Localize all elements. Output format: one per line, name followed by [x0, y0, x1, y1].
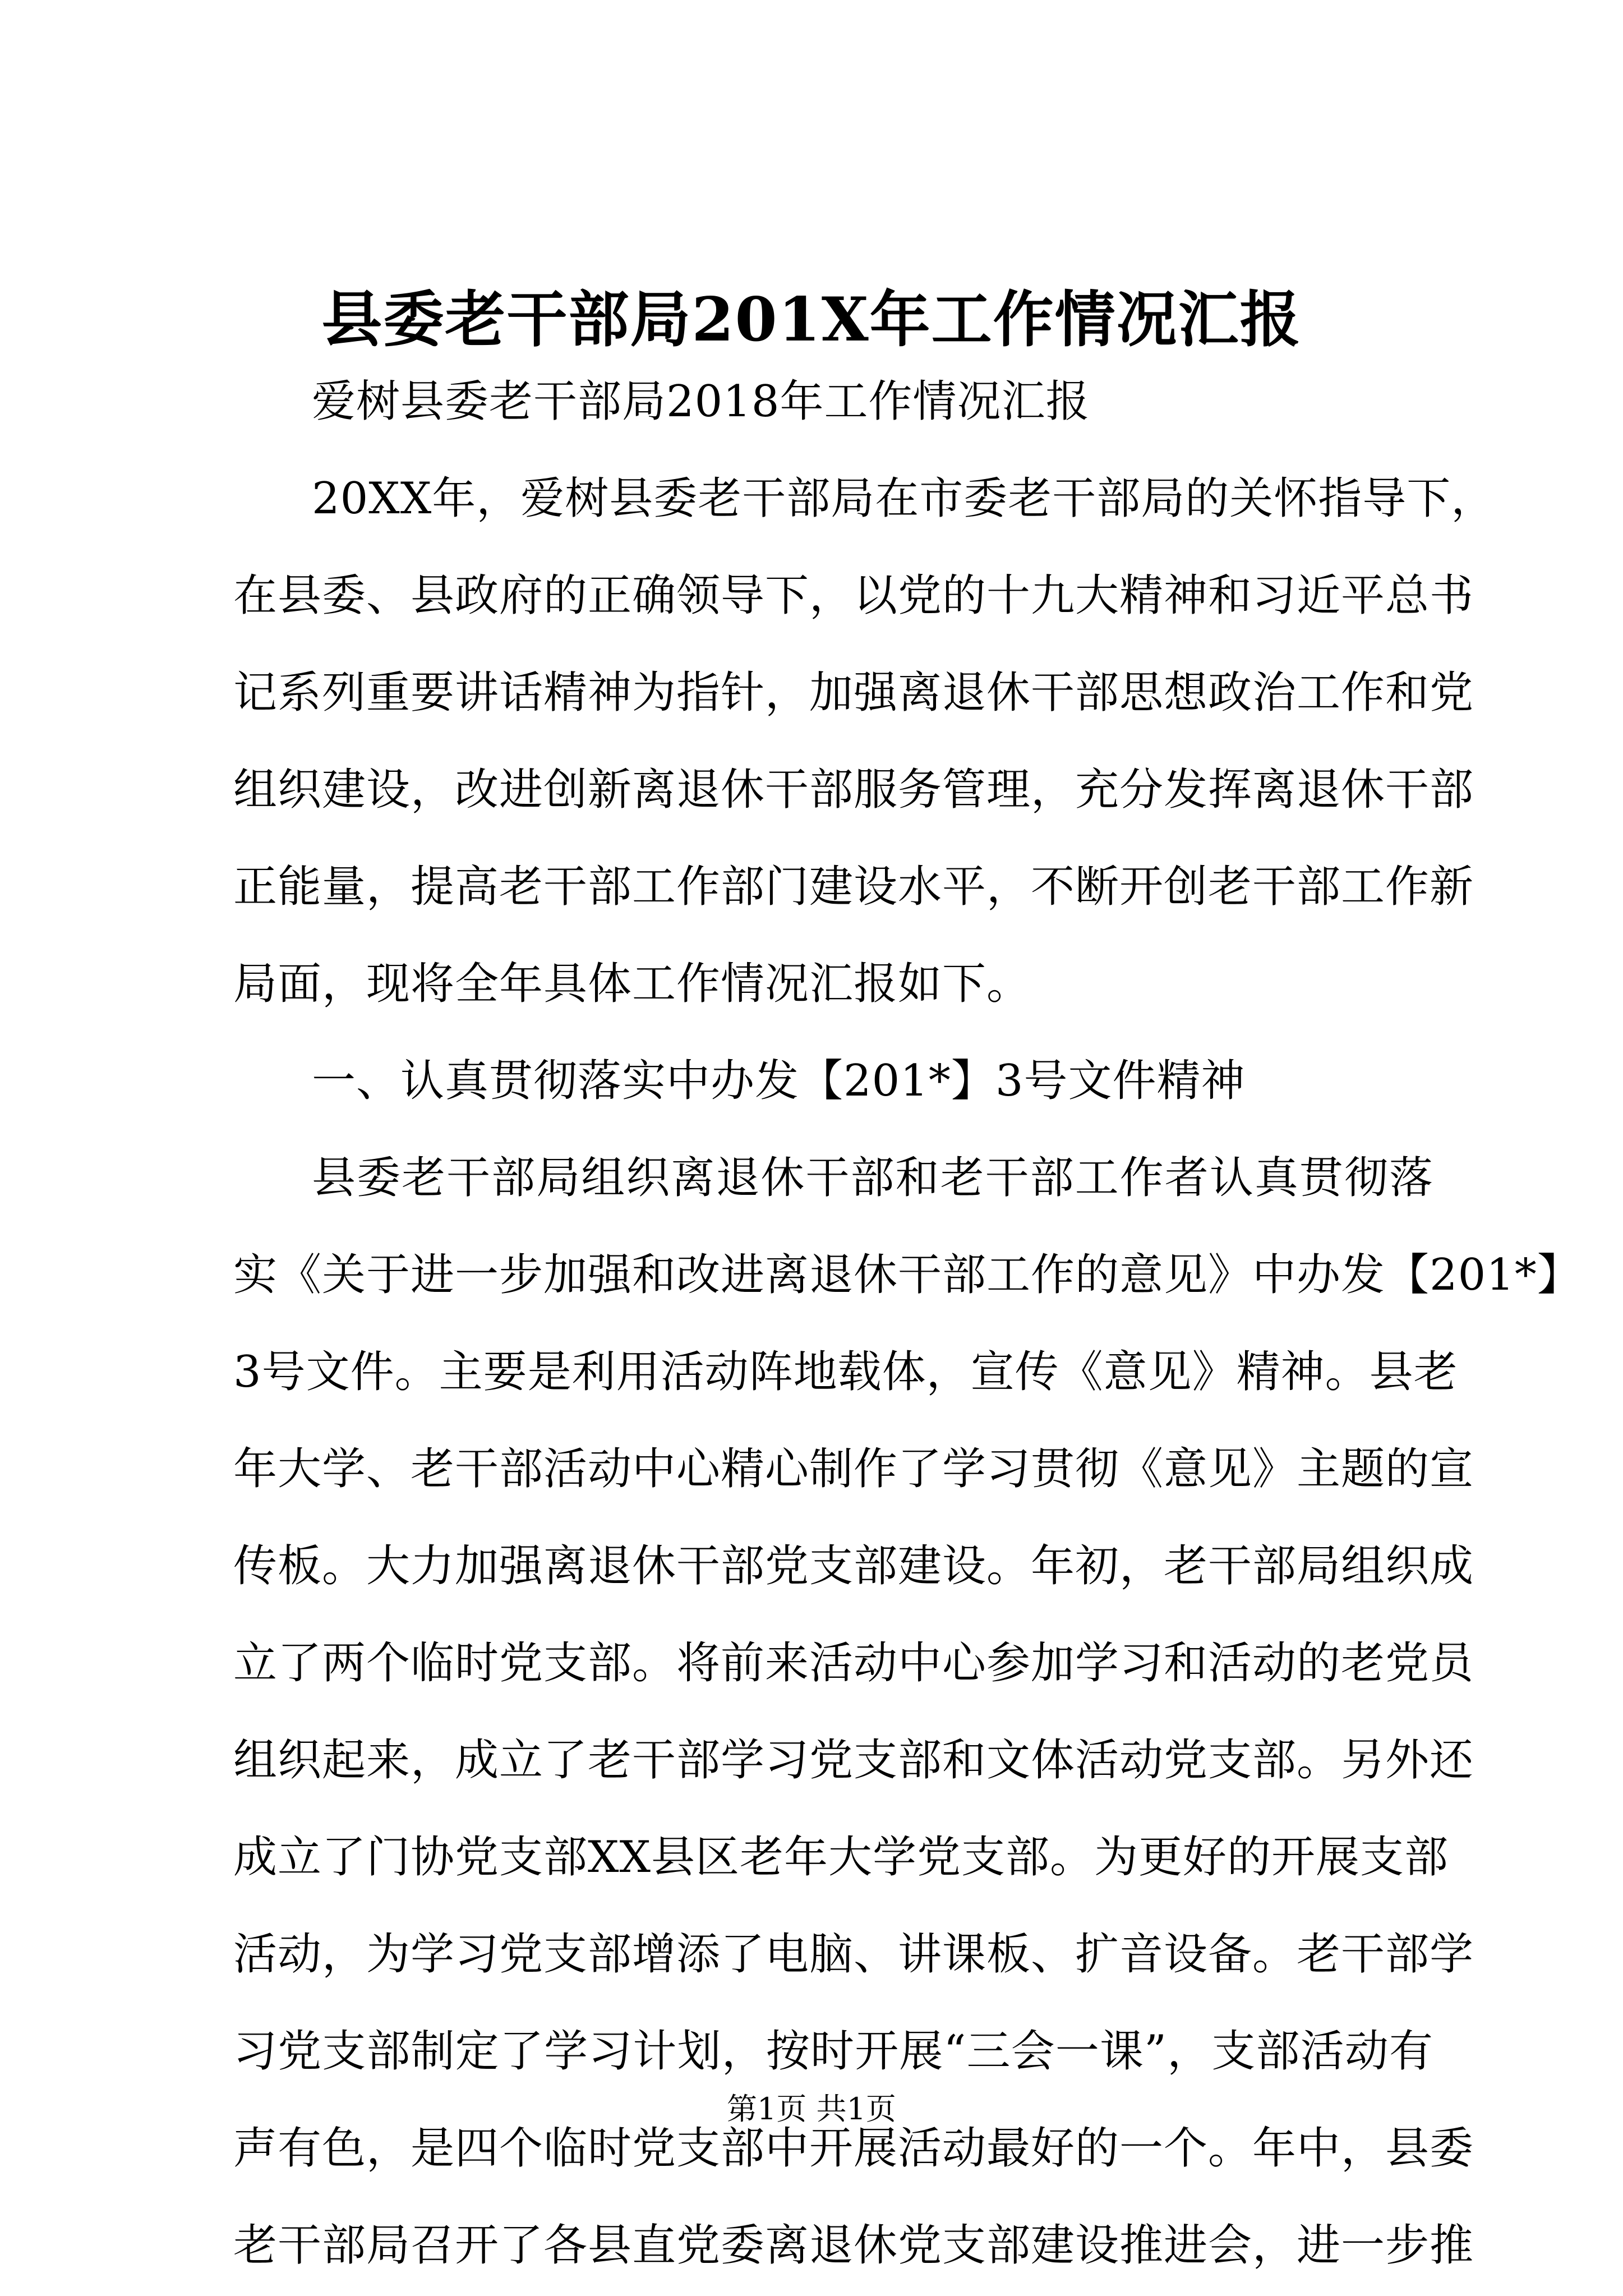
paragraph-line: 20XX年，爱树县委老干部局在市委老干部局的关怀指导下， [312, 473, 1496, 524]
paragraph-line: 立了两个临时党支部。将前来活动中心参加学习和活动的老党员 [233, 1638, 1474, 1688]
paragraph-line: 活动，为学习党支部增添了电脑、讲课板、扩音设备。老干部学 [233, 1929, 1474, 1980]
paragraph-line: 实《关于进一步加强和改进离退休干部工作的意见》中办发【201*】 [233, 1250, 1581, 1300]
paragraph-line: 3号文件。主要是利用活动阵地载体，宣传《意见》精神。县老 [233, 1347, 1458, 1397]
page-footer: 第1页 共1页 [727, 2091, 896, 2127]
paragraph-line: 组织建设，改进创新离退休干部服务管理，充分发挥离退休干部 [233, 765, 1474, 815]
paragraph-line: 习党支部制定了学习计划，按时开展“三会一课”，支部活动有 [233, 2026, 1433, 2077]
paragraph-line: 传板。大力加强离退休干部党支部建设。年初，老干部局组织成 [233, 1541, 1474, 1591]
document-title: 县委老干部局201X年工作情况汇报 [321, 284, 1302, 355]
paragraph-line: 年大学、老干部活动中心精心制作了学习贯彻《意见》主题的宣 [233, 1444, 1474, 1494]
paragraph-line: 声有色，是四个临时党支部中开展活动最好的一个。年中，县委 [233, 2123, 1474, 2174]
section-heading: 一、认真贯彻落实中办发【201*】3号文件精神 [312, 1056, 1246, 1106]
paragraph-line: 成立了门协党支部XX县区老年大学党支部。为更好的开展支部 [233, 1832, 1449, 1883]
paragraph-line: 组织起来，成立了老干部学习党支部和文体活动党支部。另外还 [233, 1735, 1474, 1786]
subtitle-line: 爱树县委老干部局2018年工作情况汇报 [312, 376, 1090, 427]
paragraph-line: 正能量，提高老干部工作部门建设水平，不断开创老干部工作新 [233, 862, 1474, 912]
paragraph-line: 记系列重要讲话精神为指针，加强离退休干部思想政治工作和党 [233, 668, 1474, 718]
paragraph-line: 局面，现将全年具体工作情况汇报如下。 [233, 959, 1031, 1009]
document-body [233, 353, 1581, 2294]
paragraph-line: 在县委、县政府的正确领导下，以党的十九大精神和习近平总书 [233, 570, 1474, 621]
paragraph-line: 县委老干部局组织离退休干部和老干部工作者认真贯彻落 [312, 1153, 1433, 1203]
paragraph-line: 老干部局召开了各县直党委离退休党支部建设推进会，进一步推 [233, 2220, 1474, 2271]
